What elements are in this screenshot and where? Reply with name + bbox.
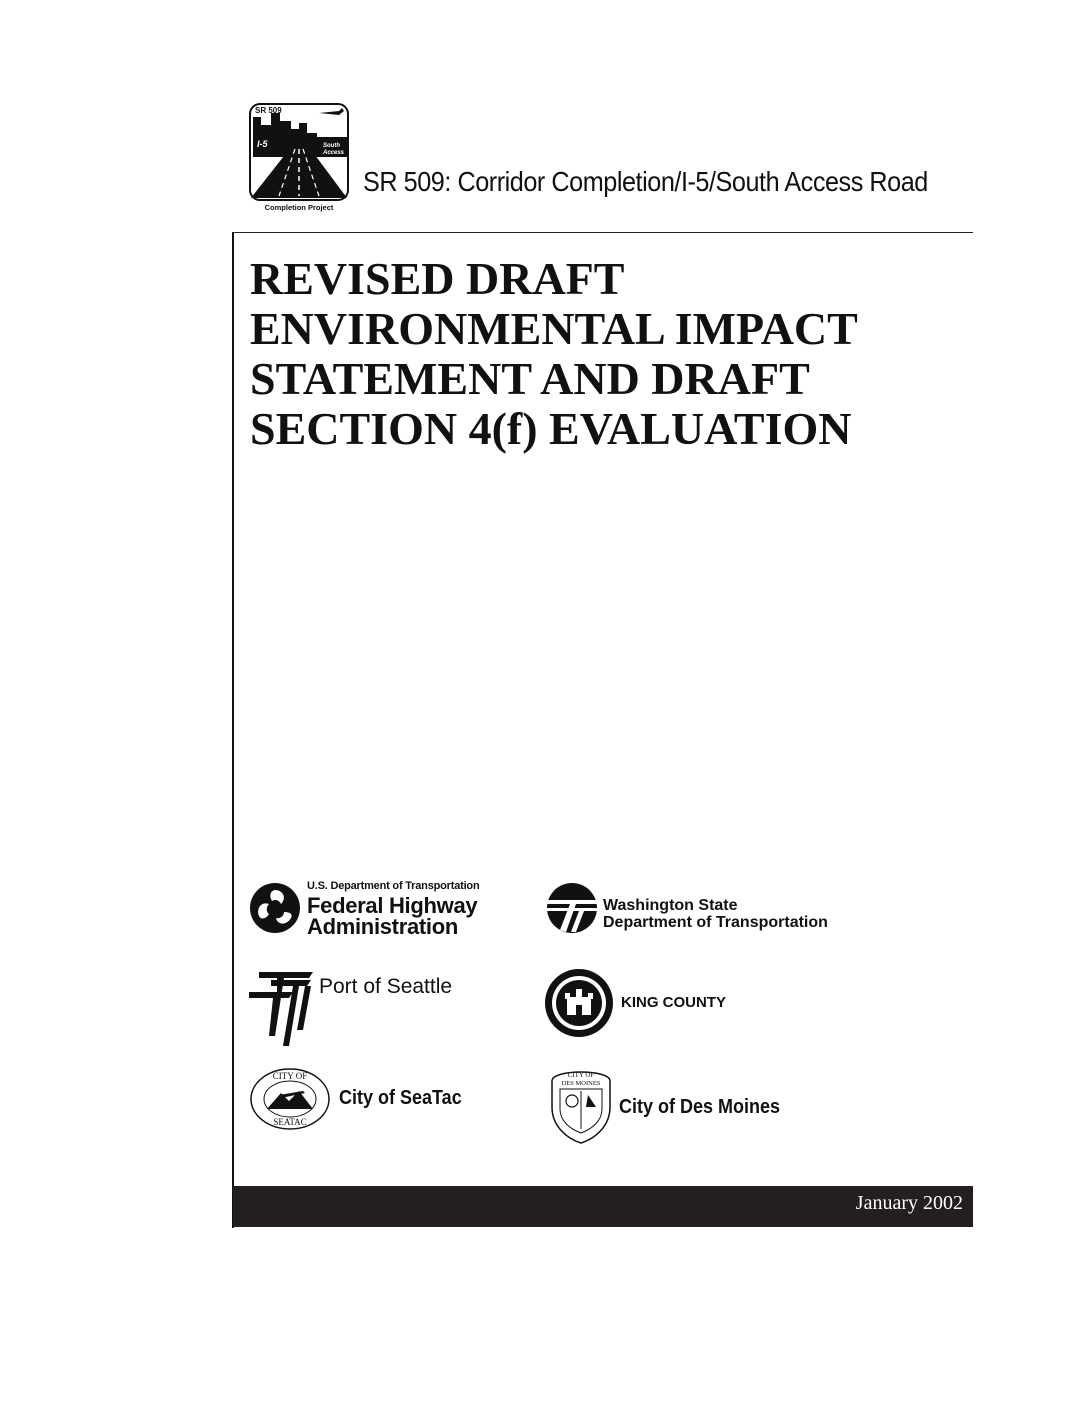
project-subtitle: SR 509: Corridor Completion/I-5/South Access Road bbox=[363, 166, 928, 197]
svg-text:CITY OF: CITY OF bbox=[272, 1071, 308, 1081]
wsdot-name-line-1: Washington State bbox=[603, 897, 738, 914]
king-county-label: KING COUNTY bbox=[621, 994, 726, 1011]
document-title bbox=[250, 254, 950, 454]
fhwa-name-line-1: Federal Highway bbox=[307, 893, 478, 918]
svg-text:Completion Project: Completion Project bbox=[264, 203, 334, 212]
svg-text:CITY OF: CITY OF bbox=[567, 1071, 595, 1079]
city-of-seatac-label: City of SeaTac bbox=[339, 1087, 462, 1109]
title-line-3: STATEMENT AND DRAFT bbox=[250, 353, 810, 404]
king-county-seal-icon bbox=[543, 967, 615, 1039]
top-rule bbox=[233, 232, 973, 233]
title-line-1: REVISED DRAFT bbox=[250, 253, 625, 304]
title-line-2: ENVIRONMENTAL IMPACT bbox=[250, 303, 858, 354]
title-line-4: SECTION 4(f) EVALUATION bbox=[250, 403, 852, 454]
date-bar bbox=[233, 1186, 973, 1227]
city-of-des-moines-label: City of Des Moines bbox=[619, 1096, 781, 1118]
wsdot-logo-icon bbox=[546, 882, 598, 934]
svg-text:SR 509: SR 509 bbox=[255, 106, 282, 115]
city-of-des-moines-seal-icon bbox=[548, 1063, 614, 1145]
project-logo bbox=[249, 103, 349, 213]
fhwa-triskelion-icon bbox=[249, 882, 301, 934]
left-rule bbox=[232, 232, 234, 1228]
svg-text:DES MOINES: DES MOINES bbox=[561, 1080, 601, 1087]
port-of-seattle-label: Port of Seattle bbox=[319, 975, 453, 998]
port-of-seattle-icon bbox=[249, 970, 313, 1048]
svg-text:SEATAC: SEATAC bbox=[273, 1117, 307, 1127]
fhwa-department-label: U.S. Department of Transportation bbox=[307, 880, 480, 892]
svg-text:I-5: I-5 bbox=[257, 139, 268, 149]
svg-text:Access: Access bbox=[323, 150, 345, 156]
wsdot-name-line-2: Department of Transportation bbox=[603, 914, 828, 931]
svg-text:South: South bbox=[323, 143, 340, 149]
publication-date: January 2002 bbox=[855, 1192, 963, 1214]
city-of-seatac-seal-icon bbox=[249, 1067, 331, 1131]
fhwa-name-line-2: Administration bbox=[307, 914, 459, 939]
